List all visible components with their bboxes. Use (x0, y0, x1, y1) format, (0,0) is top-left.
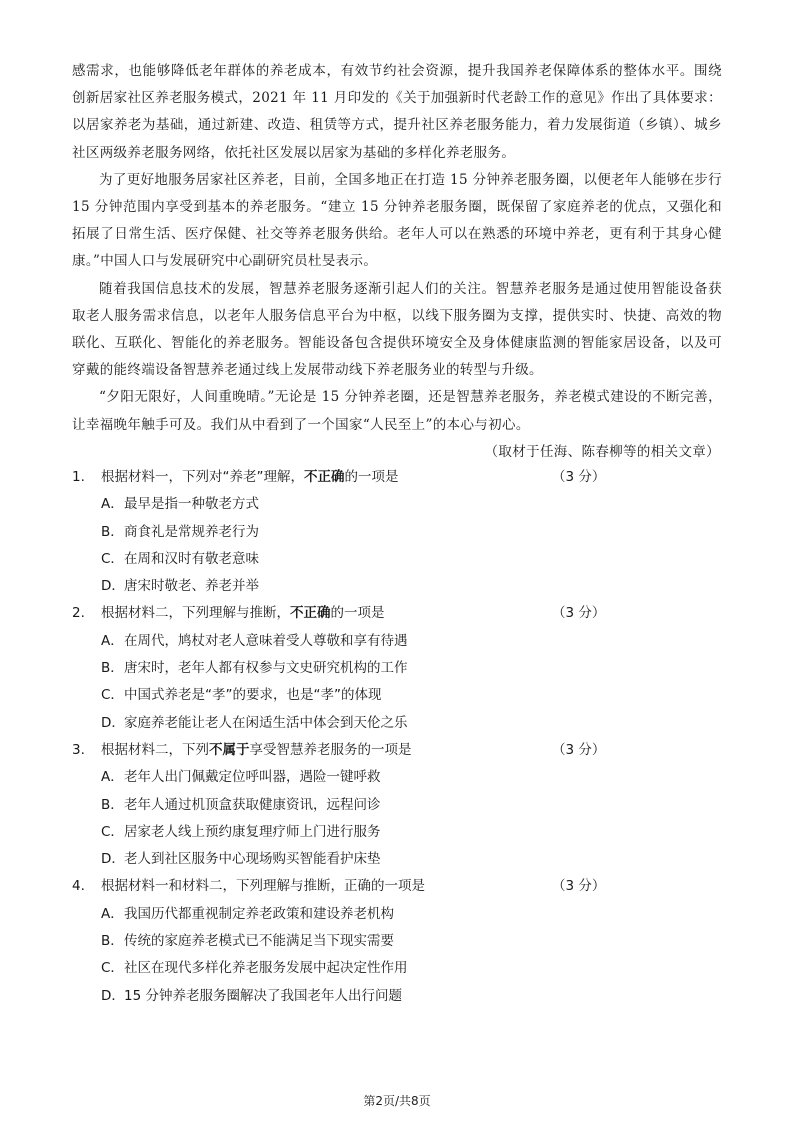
option-text: 最早是指一种敬老方式 (124, 496, 259, 513)
option-letter: C． (101, 687, 124, 704)
option-letter: D． (101, 714, 125, 731)
question-score: （3 分） (552, 469, 606, 485)
question-stem-row (72, 873, 722, 900)
option-letter: A． (101, 769, 124, 786)
option-b (72, 519, 722, 546)
option-letter: B． (101, 660, 124, 677)
question-number: 4. (72, 878, 85, 895)
option-b (72, 928, 722, 955)
option-letter: B． (101, 523, 124, 540)
page-number: 第2页/共8页 (363, 1094, 431, 1108)
passage-source: （取材于任海、陈春柳等的相关文章） (484, 443, 720, 460)
option-d (72, 846, 722, 873)
question-number: 3. (72, 741, 85, 758)
question-1 (72, 464, 722, 600)
passage-paragraph-3: 随着我国信息技术的发展，智慧养老服务逐渐引起人们的关注。智慧养老服务是通过使用智能设备获取老人服务需求信息，以老年人服务信息平台为中枢，以线下服务圈为支撑，提供实时、快捷、高效的物联化、互联化、智能化的养老服务。智能设备包含提供环境安全及身体健康监测的智能家居设备，以及可穿戴的能终端设备智慧养老通过线上发展带动线下养老服务业的转型与升级。 (72, 280, 722, 379)
stem-text: 根据材料二，下列理解与推断， (101, 605, 290, 622)
option-letter: B． (101, 796, 124, 813)
option-c (72, 955, 722, 982)
option-letter: C． (101, 550, 124, 567)
question-2 (72, 600, 722, 736)
option-text: 家庭养老能让老人在闲适生活中体会到天伦之乐 (124, 714, 408, 731)
option-a (72, 764, 722, 791)
option-letter: B． (101, 933, 124, 950)
option-text: 中国式养老是“孝”的要求，也是“孝”的体现 (124, 687, 382, 704)
option-text: 商食礼是常规养老行为 (124, 523, 259, 540)
question-stem (101, 600, 385, 627)
option-text: 在周代，鸠杖对老人意味着受人尊敬和享有待遇 (124, 632, 408, 649)
question-stem (101, 873, 425, 900)
option-a (72, 491, 722, 518)
option-text: 我国历代都重视制定养老政策和建设养老机构 (124, 905, 394, 922)
stem-text-end: 的一项是 (344, 469, 399, 485)
option-letter: D． (101, 987, 125, 1004)
stem-text-end: 享受智慧养老服务的一项是 (249, 741, 412, 758)
question-stem-row (72, 737, 722, 764)
option-letter: C． (101, 960, 124, 977)
question-4 (72, 873, 722, 1009)
stem-text: 根据材料二，下列 (101, 741, 209, 758)
stem-text-end: 的一项是 (330, 605, 385, 622)
question-stem (101, 737, 412, 764)
option-d (72, 573, 722, 600)
passage-paragraph-2: 为了更好地服务居家社区养老，目前，全国多地正在打造 15 分钟养老服务圈，以便老年人能够在步行 15 分钟范围内享受到基本的养老服务。“建立 15 分钟养老服务圈，既保留了家庭养老的优点，又强化和拓展了日常生活、医疗保健、社交等养老服务供给。老年人可以在熟悉的环境中养老，更有利于其身心健康。”中国人口与发展研究中心副研究员杜旻表示。 (72, 171, 722, 270)
option-text: 社区在现代多样化养老服务发展中起决定性作用 (124, 960, 408, 977)
option-c (72, 546, 722, 573)
option-d (72, 710, 722, 737)
question-stem-row (72, 600, 722, 627)
option-letter: A． (101, 632, 124, 649)
option-text: 老年人通过机顶盒获取健康资讯，远程问诊 (124, 796, 381, 813)
option-text: 在周和汉时有敬老意味 (124, 550, 259, 567)
stem-emphasis: 不正确 (304, 469, 345, 485)
option-text: 唐宋时敬老、养老并举 (124, 578, 259, 595)
option-letter: D． (101, 578, 125, 595)
reading-passage (72, 58, 722, 466)
option-a (72, 628, 722, 655)
option-d (72, 983, 722, 1010)
stem-text: 根据材料一和材料二，下列理解与推断，正确的一项是 (101, 878, 425, 895)
option-b (72, 655, 722, 682)
option-c (72, 819, 722, 846)
question-stem (101, 464, 399, 491)
option-text: 老年人出门佩戴定位呼叫器，遇险一键呼救 (124, 769, 381, 786)
option-letter: C． (101, 823, 124, 840)
stem-text: 根据材料一，下列对“养老”理解， (101, 469, 304, 485)
question-number: 1. (72, 469, 85, 485)
stem-emphasis: 不正确 (290, 605, 331, 622)
option-b (72, 792, 722, 819)
question-3 (72, 737, 722, 873)
question-score: （3 分） (552, 878, 606, 895)
stem-emphasis: 不属于 (209, 741, 250, 758)
question-number: 2. (72, 605, 85, 622)
question-list (72, 464, 722, 1010)
option-c (72, 682, 722, 709)
option-text: 老人到社区服务中心现场购买智能看护床垫 (124, 851, 381, 868)
option-text: 唐宋时，老年人都有权参与文史研究机构的工作 (124, 660, 408, 677)
passage-paragraph-1: 感需求，也能够降低老年群体的养老成本，有效节约社会资源，提升我国养老保障体系的整体水平。围绕创新居家社区养老服务模式，2021 年 11 月印发的《关于加强新时代老龄工作的意见》作出了具体要求：以居家养老为基础，通过新建、改造、租赁等方式，提升社区养老服务能力，着力发展街道（乡镇）、城乡社区两级养老服务网络，依托社区发展以居家为基础的多样化养老服务。 (72, 63, 722, 161)
question-score: （3 分） (552, 741, 606, 758)
option-text: 15 分钟养老服务圈解决了我国老年人出行问题 (124, 987, 402, 1004)
passage-paragraph-4: “夕阳无限好，人间重晚晴。”无论是 15 分钟养老圈，还是智慧养老服务，养老模式建设的不断完善，让幸福晚年触手可及。我们从中看到了一个国家“人民至上”的本心与初心。 (72, 389, 722, 433)
option-a (72, 901, 722, 928)
option-text: 传统的家庭养老模式已不能满足当下现实需要 (124, 933, 394, 950)
question-score: （3 分） (552, 605, 606, 622)
option-letter: D． (101, 851, 125, 868)
option-text: 居家老人线上预约康复理疗师上门进行服务 (124, 823, 381, 840)
option-letter: A． (101, 496, 124, 513)
question-stem-row (72, 464, 722, 491)
option-letter: A． (101, 905, 124, 922)
